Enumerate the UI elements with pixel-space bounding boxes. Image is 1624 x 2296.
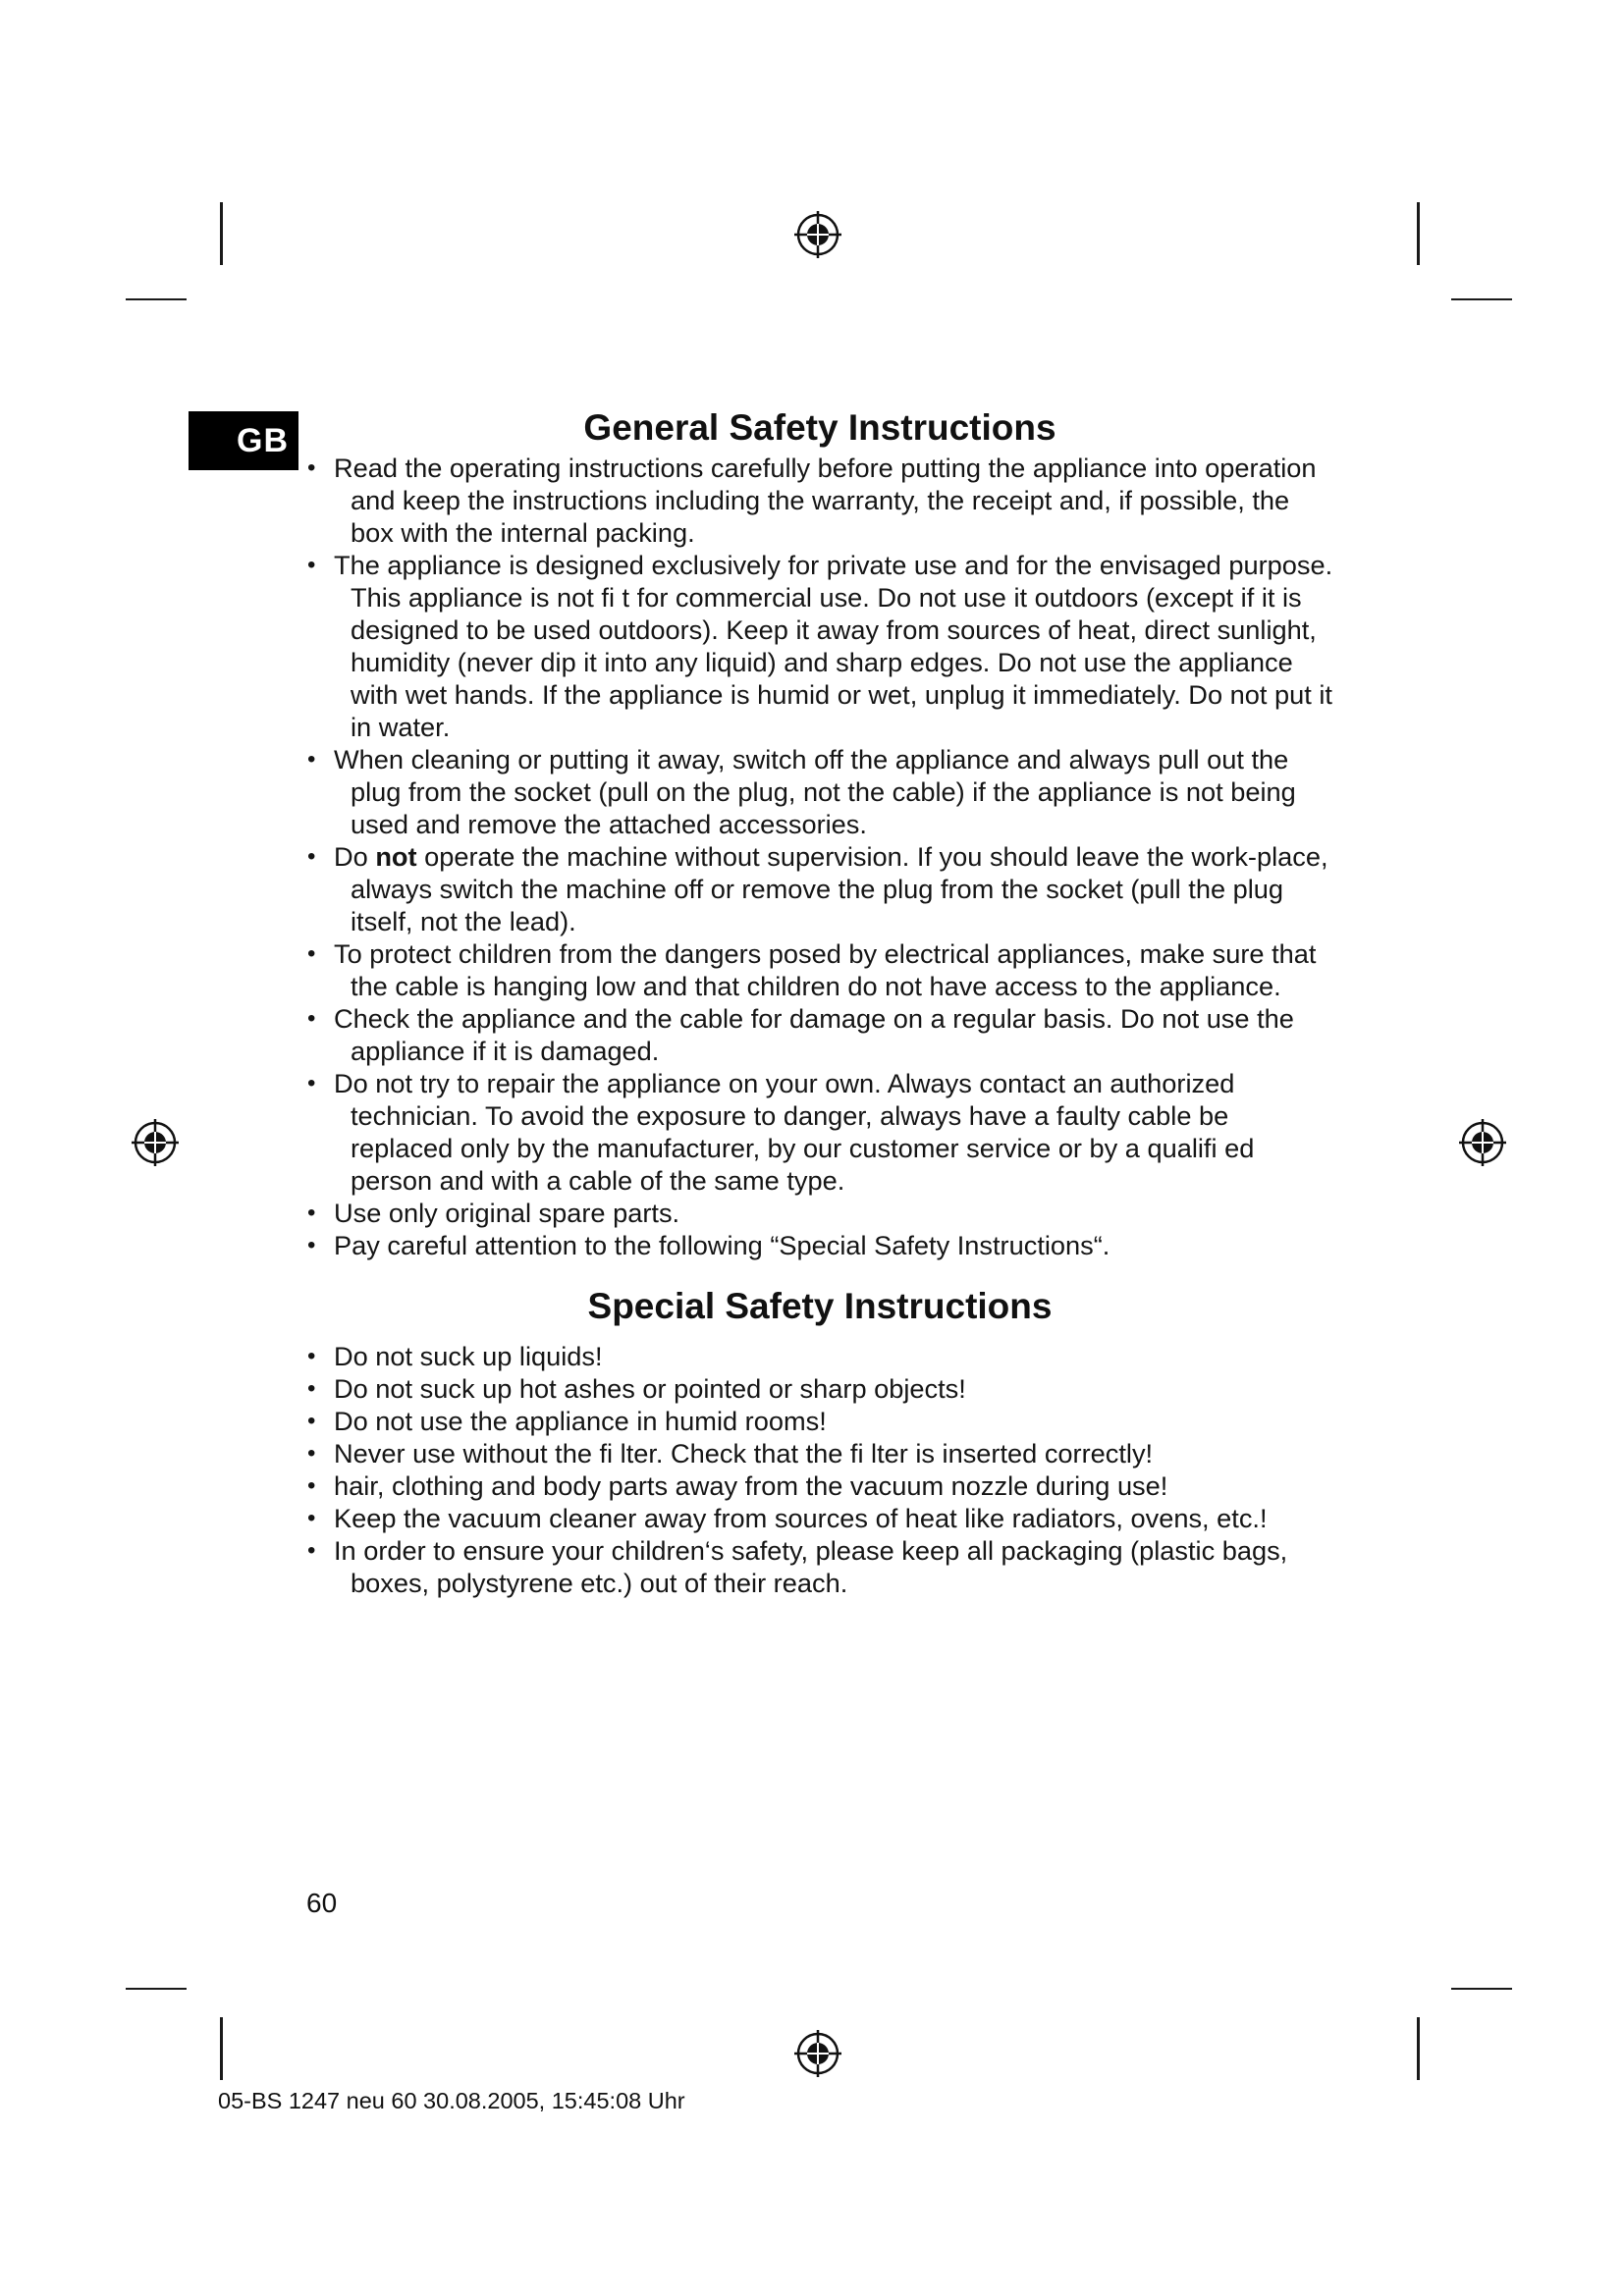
crop-mark-top-left-horizontal bbox=[126, 298, 187, 300]
list-item: • When cleaning or putting it away, switch off the appliance and always pull out the plug from the socket (pull on the plug, not the cable) if the appliance is not being used and remove the attached accessories. bbox=[304, 743, 1335, 840]
special-safety-list bbox=[304, 1340, 1335, 1599]
list-item: • Pay careful attention to the following “Special Safety Instructions“. bbox=[304, 1229, 1335, 1261]
page-number: 60 bbox=[306, 1888, 338, 1918]
general-safety-list bbox=[304, 452, 1335, 1261]
list-item: • Keep the vacuum cleaner away from sources of heat like radiators, ovens, etc.! bbox=[304, 1502, 1335, 1534]
language-tab: GB bbox=[189, 411, 298, 470]
registration-mark-right-icon bbox=[1458, 1118, 1507, 1167]
list-item: • In order to ensure your children‘s safety, please keep all packaging (plastic bags, boxes, polystyrene etc.) out of their reach. bbox=[304, 1534, 1335, 1599]
list-item: • To protect children from the dangers posed by electrical appliances, make sure that the cable is hanging low and that children do not have access to the appliance. bbox=[304, 937, 1335, 1002]
special-safety-heading: Special Safety Instructions bbox=[587, 1286, 1053, 1326]
list-item: • Do not suck up liquids! bbox=[304, 1340, 1335, 1372]
page-content bbox=[304, 404, 1335, 1599]
list-item: • Use only original spare parts. bbox=[304, 1197, 1335, 1229]
list-item: • Do not suck up hot ashes or pointed or sharp objects! bbox=[304, 1372, 1335, 1405]
registration-mark-left-icon bbox=[131, 1118, 180, 1167]
crop-mark-top-left-vertical bbox=[220, 202, 223, 265]
list-item: • Check the appliance and the cable for damage on a regular basis. Do not use the appliance if it is damaged. bbox=[304, 1002, 1335, 1067]
supervision-text-bold: not bbox=[375, 841, 417, 872]
list-item: • Do not use the appliance in humid rooms! bbox=[304, 1405, 1335, 1437]
general-safety-heading: General Safety Instructions bbox=[583, 407, 1056, 448]
crop-mark-top-right-vertical bbox=[1417, 202, 1420, 265]
crop-mark-bottom-right-horizontal bbox=[1451, 1988, 1512, 1990]
list-item: • Never use without the fi lter. Check that the fi lter is inserted correctly! bbox=[304, 1437, 1335, 1469]
registration-mark-top-icon bbox=[793, 210, 842, 259]
list-item: • The appliance is designed exclusively for private use and for the envisaged purpose. This appliance is not fi t for commercial use. Do not use it outdoors (except if it is designed to be used outdoors). Keep it away from sources of heat, direct sunlight, humidity (never dip it into any liquid) and sharp edges. Do not use the appliance with wet hands. If the appliance is humid or wet, unplug it immediately. Do not put it in water. bbox=[304, 549, 1335, 743]
list-item: • hair, clothing and body parts away from the vacuum nozzle during use! bbox=[304, 1469, 1335, 1502]
supervision-text-pre: Do bbox=[334, 841, 376, 872]
supervision-text-post: operate the machine without supervision. If you should leave the work-place, always switch the machine off or remove the plug from the socket (pull the plug itself, not the lead). bbox=[351, 841, 1328, 936]
list-item-supervision bbox=[304, 840, 1335, 937]
registration-mark-bottom-icon bbox=[793, 2029, 842, 2078]
crop-mark-bottom-left-vertical bbox=[220, 2017, 223, 2080]
crop-mark-top-right-horizontal bbox=[1451, 298, 1512, 300]
crop-mark-bottom-right-vertical bbox=[1417, 2017, 1420, 2080]
print-footer: 05-BS 1247 neu 60 30.08.2005, 15:45:08 Uhr bbox=[218, 2088, 685, 2113]
list-item: • Read the operating instructions carefully before putting the appliance into operation and keep the instructions including the warranty, the receipt and, if possible, the box with the internal packing. bbox=[304, 452, 1335, 549]
list-item: • Do not try to repair the appliance on your own. Always contact an authorized technician. To avoid the exposure to danger, always have a faulty cable be replaced only by the manufacturer, by our customer service or by a qualifi ed person and with a cable of the same type. bbox=[304, 1067, 1335, 1197]
crop-mark-bottom-left-horizontal bbox=[126, 1988, 187, 1990]
